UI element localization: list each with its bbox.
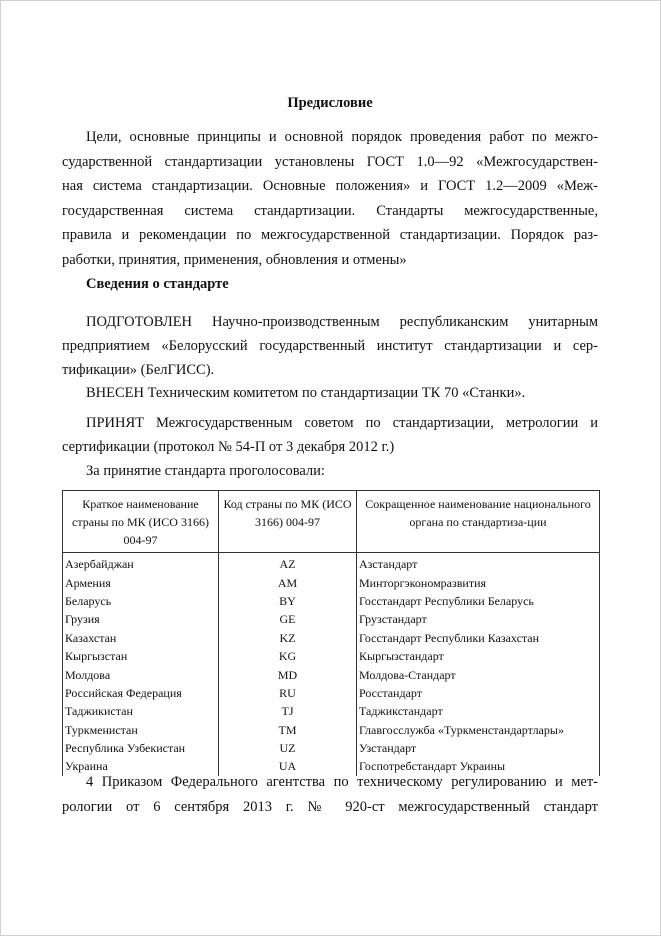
code-cell: AM: [219, 573, 357, 591]
country-cell: Армения: [63, 573, 219, 591]
prepared-paragraph: [62, 310, 598, 382]
body-cell: Главгосслужба «Туркменстандартлары»: [357, 721, 600, 739]
code-cell: AZ: [219, 553, 357, 574]
body-cell: Росстандарт: [357, 684, 600, 702]
country-cell: Республика Узбекистан: [63, 739, 219, 757]
intro-line: государственная система стандартизации. Стандарты межгосударственные,: [62, 202, 598, 219]
intro-line: правила и рекомендации по межгосударственной стандартизации. Порядок раз-: [62, 227, 598, 243]
body-cell: Азстандарт: [357, 553, 600, 574]
col-header-country: Краткое наименование страны по МК (ИСО 3166) 004-97: [63, 491, 219, 553]
adopted-paragraph: [62, 411, 598, 459]
page-title: Предисловие: [287, 95, 373, 111]
body-cell: Таджикстандарт: [357, 702, 600, 720]
voted-label: За принятие стандарта проголосовали:: [86, 463, 325, 479]
table-row: [63, 573, 600, 591]
adopted-line: ПРИНЯТ Межгосударственным советом по стандартизации, метрологии и: [86, 415, 598, 431]
prepared-line: предприятием «Белорусский государственный институт стандартизации и сер-: [62, 338, 598, 354]
adopted-line: сертификации (протокол № 54-П от 3 декабря 2012 г.): [62, 439, 395, 455]
prepared-line: ПОДГОТОВЛЕН Научно-производственным республиканским унитарным: [86, 314, 598, 330]
table-row: [63, 629, 600, 647]
body-cell: Госстандарт Республики Казахстан: [357, 629, 600, 647]
country-cell: Российская Федерация: [63, 684, 219, 702]
col-header-body: Сокращенное наименование национального органа по стандартиза-ции: [357, 491, 600, 553]
introduced-line: ВНЕСЕН Техническим комитетом по стандартизации ТК 70 «Станки».: [86, 385, 526, 401]
intro-paragraph: [62, 125, 598, 272]
intro-line: ная система стандартизации. Основные положения» и ГОСТ 1.2—2009 «Меж-: [62, 178, 598, 194]
body-cell: Госстандарт Республики Беларусь: [357, 592, 600, 610]
table-header-row: [63, 491, 600, 553]
code-cell: TJ: [219, 702, 357, 720]
member-states-table: [62, 490, 600, 776]
code-cell: GE: [219, 610, 357, 628]
country-cell: Туркменистан: [63, 721, 219, 739]
body-cell: Госпотребстандарт Украины: [357, 757, 600, 775]
code-cell: BY: [219, 592, 357, 610]
country-cell: Украина: [63, 757, 219, 775]
code-cell: TM: [219, 721, 357, 739]
body-cell: Узстандарт: [357, 739, 600, 757]
table-row: [63, 739, 600, 757]
code-cell: KZ: [219, 629, 357, 647]
table-row: [63, 610, 600, 628]
col-header-code: Код страны по МК (ИСО 3166) 004-97: [219, 491, 357, 553]
country-cell: Молдова: [63, 665, 219, 683]
code-cell: KG: [219, 647, 357, 665]
country-cell: Таджикистан: [63, 702, 219, 720]
code-cell: MD: [219, 665, 357, 683]
introduced-paragraph: [62, 381, 598, 405]
country-cell: Кыргызстан: [63, 647, 219, 665]
code-cell: UZ: [219, 739, 357, 757]
order-line: 4 Приказом Федерального агентства по техническому регулированию и мет-: [86, 774, 598, 790]
body-cell: Минторгэкономразвития: [357, 573, 600, 591]
table-row: [63, 702, 600, 720]
table-row: [63, 553, 600, 574]
prepared-line: тификации» (БелГИСС).: [62, 362, 215, 378]
section-heading: Сведения о стандарте: [86, 276, 229, 292]
intro-line: Цели, основные принципы и основной порядок проведения работ по межго-: [86, 129, 598, 145]
table-row: [63, 592, 600, 610]
table-row: [63, 665, 600, 683]
intro-line: работки, принятия, применения, обновления и отмены»: [62, 251, 407, 268]
table-row: [63, 721, 600, 739]
order-paragraph: [62, 770, 598, 820]
country-cell: Азербайджан: [63, 553, 219, 574]
country-cell: Казахстан: [63, 629, 219, 647]
order-line: рологии от 6 сентября 2013 г. № 920-ст межгосударственный стандарт: [62, 799, 598, 815]
country-cell: Грузия: [63, 610, 219, 628]
country-cell: Беларусь: [63, 592, 219, 610]
table-row: [63, 647, 600, 665]
table-row: [63, 684, 600, 702]
code-cell: RU: [219, 684, 357, 702]
code-cell: UA: [219, 757, 357, 775]
body-cell: Молдова-Стандарт: [357, 665, 600, 683]
body-cell: Кыргызстандарт: [357, 647, 600, 665]
body-cell: Грузстандарт: [357, 610, 600, 628]
intro-line: сударственной стандартизации установлены ГОСТ 1.0—92 «Межгосударствен-: [62, 153, 598, 170]
